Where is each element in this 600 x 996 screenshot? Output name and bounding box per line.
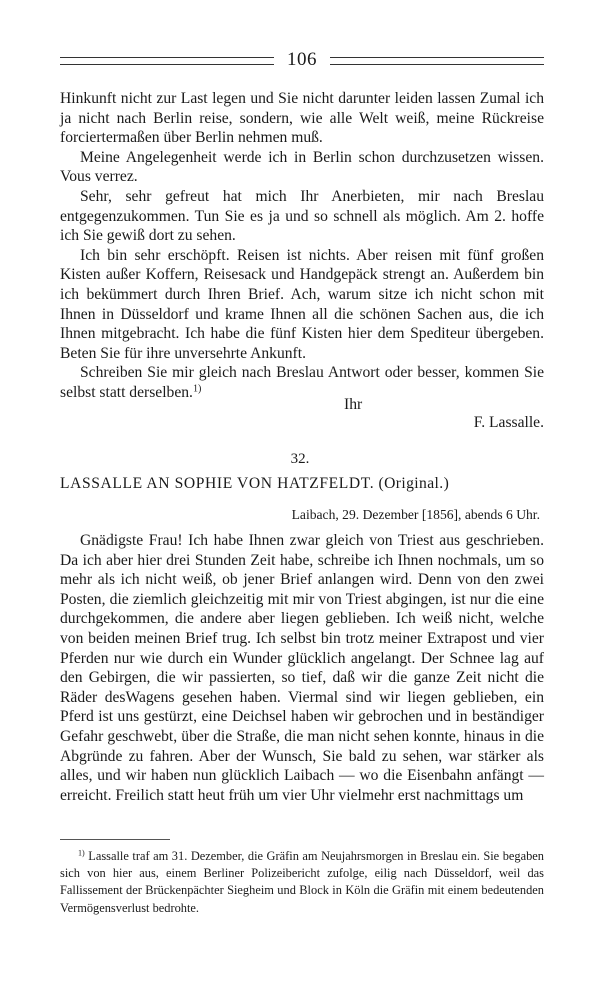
footnote-marker: 1) <box>78 848 85 858</box>
paragraph-text: Schreiben Sie mir gleich nach Breslau Antwort oder besser, kommen Sie selbst statt derselben. <box>60 364 544 401</box>
letter-heading-title: LASSALLE AN SOPHIE VON HATZFELDT. <box>60 475 375 492</box>
letter-heading-note: (Original.) <box>378 475 450 492</box>
footnote-rule <box>60 839 170 840</box>
footnote-reference: 1) <box>192 383 202 395</box>
paragraph: Ich bin sehr erschöpft. Reisen ist nichts. Aber reisen mit fünf großen Kisten außer Koffern, Reisesack und Handgepäck strengt an. Außerdem bin ich bekümmert durch Ihren Brief. Ach, warum sitze ich nicht schon mit Ihnen in Düsseldorf und krame Ihnen all die schönen Sachen aus, die ich Ihnen mitgebracht. Ich habe die fünf Kisten hier dem Spediteur übergeben. Beten Sie für ihre unversehrte Ankunft. <box>60 246 544 362</box>
footnote-paragraph <box>60 848 544 917</box>
signature-name: F. Lassalle. <box>473 414 544 431</box>
paragraph: Sehr, sehr gefreut hat mich Ihr Anerbieten, mir nach Breslau entgegenzukommen. Tun Sie es ja und so schnell als möglich. Am 2. hoffe ich Sie gewiß dort zu sehen. <box>60 187 544 245</box>
footnote <box>60 848 544 917</box>
page-number: 106 <box>287 49 317 70</box>
paragraph: Gnädigste Frau! Ich habe Ihnen zwar gleich von Triest aus geschrieben. Da ich aber hier drei Stunden Zeit habe, schreibe ich Ihnen nochmals, um so mehr als ich nicht weiß, ob jener Brief anlangen wird. Denn von den zwei Posten, die ziemlich gleichzeitig mit mir von Triest abgingen, ist nur die eine durchgekommen, die andere aber liegen geblieben. Ich weiß nicht, welche von beiden meinen Brief trug. Ich selbst bin trotz meiner Extrapost und vier Pferden nur wie durch ein Wunder glücklich angelangt. Der Schnee lag auf den Gebirgen, die wir passierten, so tief, daß wir die ganze Zeit nicht die Räder desWagens gesehen haben. Viermal sind wir liegen geblieben, ein Pferd ist uns gestürzt, eine Deichsel haben wir gebrochen und in beständiger Gefahr geschwebt, über die Straße, die man nicht sehen konnte, hinaus in die Abgründe zu fahren. Aber der Wunsch, Sie bald zu sehen, war stärker als alles, und wir haben nun glücklich Laibach — wo die Eisenbahn anfängt — erreicht. Freilich statt heut früh um vier Uhr vielmehr erst nachmittags um <box>60 532 544 804</box>
page-header <box>60 50 544 72</box>
paragraph: Meine Angelegenheit werde ich in Berlin schon durchzusetzen wissen. Vous verrez. <box>60 148 544 186</box>
paragraph <box>60 363 544 402</box>
letter-body <box>60 531 544 805</box>
header-rule-right <box>330 57 544 65</box>
continued-letter-text <box>60 89 544 403</box>
letter-heading <box>60 475 544 493</box>
letter-dateline: Laibach, 29. Dezember [1856], abends 6 Uhr. <box>291 507 540 522</box>
paragraph: Hinkunft nicht zur Last legen und Sie nicht darunter leiden lassen Zumal ich ja nicht nach Berlin reise, sondern, wie alle Welt weiß, meine Rückreise forciertermaßen über Berlin nehmen muß. <box>60 90 544 147</box>
signature-closing: Ihr <box>344 396 363 413</box>
letter-number: 32. <box>290 451 310 467</box>
footnote-text: Lassalle traf am 31. Dezember, die Gräfin am Neujahrsmorgen in Breslau ein. Sie begaben sich von hier aus, einem Berliner Polizeibericht zufolge, eilig nach Düsseldorf, weil das Fallissement der Brückenpächter Siegheim und Block in Köln die Gräfin mit einem bedeutenden Vermögensverlust bedrohte. <box>60 849 544 915</box>
